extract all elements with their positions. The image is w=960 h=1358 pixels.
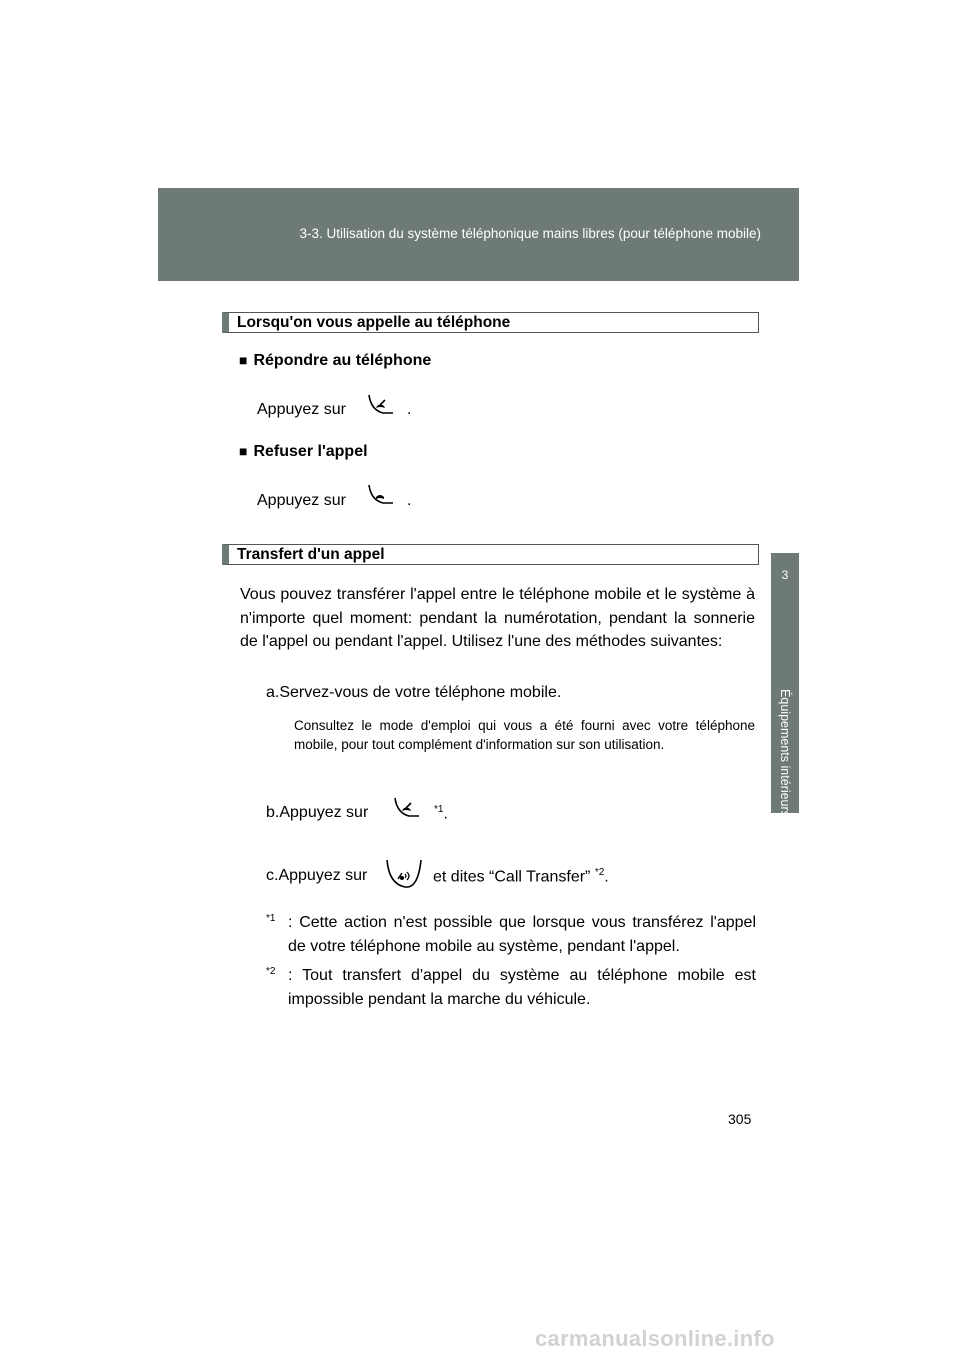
footnote-ref-2: *2 [594,867,605,878]
method-c-prefix: c.Appuyez sur [266,867,368,884]
method-b-text: b.Appuyez sur [266,804,369,821]
talk-voice-icon [385,858,425,892]
side-tab [771,553,799,817]
subheading-answer [239,352,431,370]
footnote-2 [266,960,756,1011]
transfer-intro: Vous pouvez transférer l'appel entre le téléphone mobile et le système à n'importe quel moment: pendant la numérotation, pendant la sonnerie de l'appel ou pendant l'appel. Utilisez l'une des méthodes suivantes: [240,586,755,650]
phone-pickup-icon [366,392,396,422]
side-tab-label: Équipements intérieurs [778,689,792,817]
refuse-instruction: Appuyez sur [257,492,346,509]
footnote-ref-1: *1 [434,804,444,815]
section-header-call-transfer [222,544,759,565]
footnote-mark-1: *1 [266,913,276,924]
answer-period: . [407,401,412,418]
watermark: carmanualsonline.info [535,1326,775,1351]
section-title: Transfert d'un appel [237,546,385,563]
header-title: 3-3. Utilisation du système téléphonique mains libres (pour téléphone mobile) [299,226,761,241]
answer-instruction: Appuyez sur [257,401,346,418]
refuse-period: . [407,492,412,509]
footnote-1 [266,907,756,958]
section-title: Lorsqu'on vous appelle au téléphone [237,314,511,331]
subheading-refuse [239,443,368,461]
header-band [158,188,799,281]
method-b [266,804,368,822]
method-c-text: et dites “Call Transfer” [433,868,591,886]
bullet-square-icon: ■ [239,443,248,459]
subheading-answer-label: Répondre au téléphone [253,352,432,369]
bullet-square-icon: ■ [239,352,248,368]
method-a: a.Servez-vous de votre téléphone mobile. [266,684,562,701]
side-tab-number: 3 [781,568,789,582]
method-b-footnote-ref [434,804,448,823]
phone-pickup-icon [392,795,422,825]
phone-hangup-icon [366,482,396,512]
footnote-mark-2: *2 [266,966,276,977]
footnote-text-2: : Tout transfert d'appel du système au téléphone mobile est impossible pendant la marche du véhicule. [288,967,756,1008]
method-a-note: Consultez le mode d'emploi qui vous a été fourni avec votre téléphone mobile, pour tout complément d'information sur son utilisation. [294,718,755,752]
page-number: 305 [728,1111,752,1127]
method-c-period: . [604,868,609,886]
method-b-period: . [443,805,448,823]
section-header-incoming-call [222,312,759,333]
footnote-text-1: : Cette action n'est possible que lorsque vous transférez l'appel de votre téléphone mobile au système, pendant l'appel. [288,914,756,955]
subheading-refuse-label: Refuser l'appel [253,443,368,460]
method-c-suffix [433,867,609,886]
